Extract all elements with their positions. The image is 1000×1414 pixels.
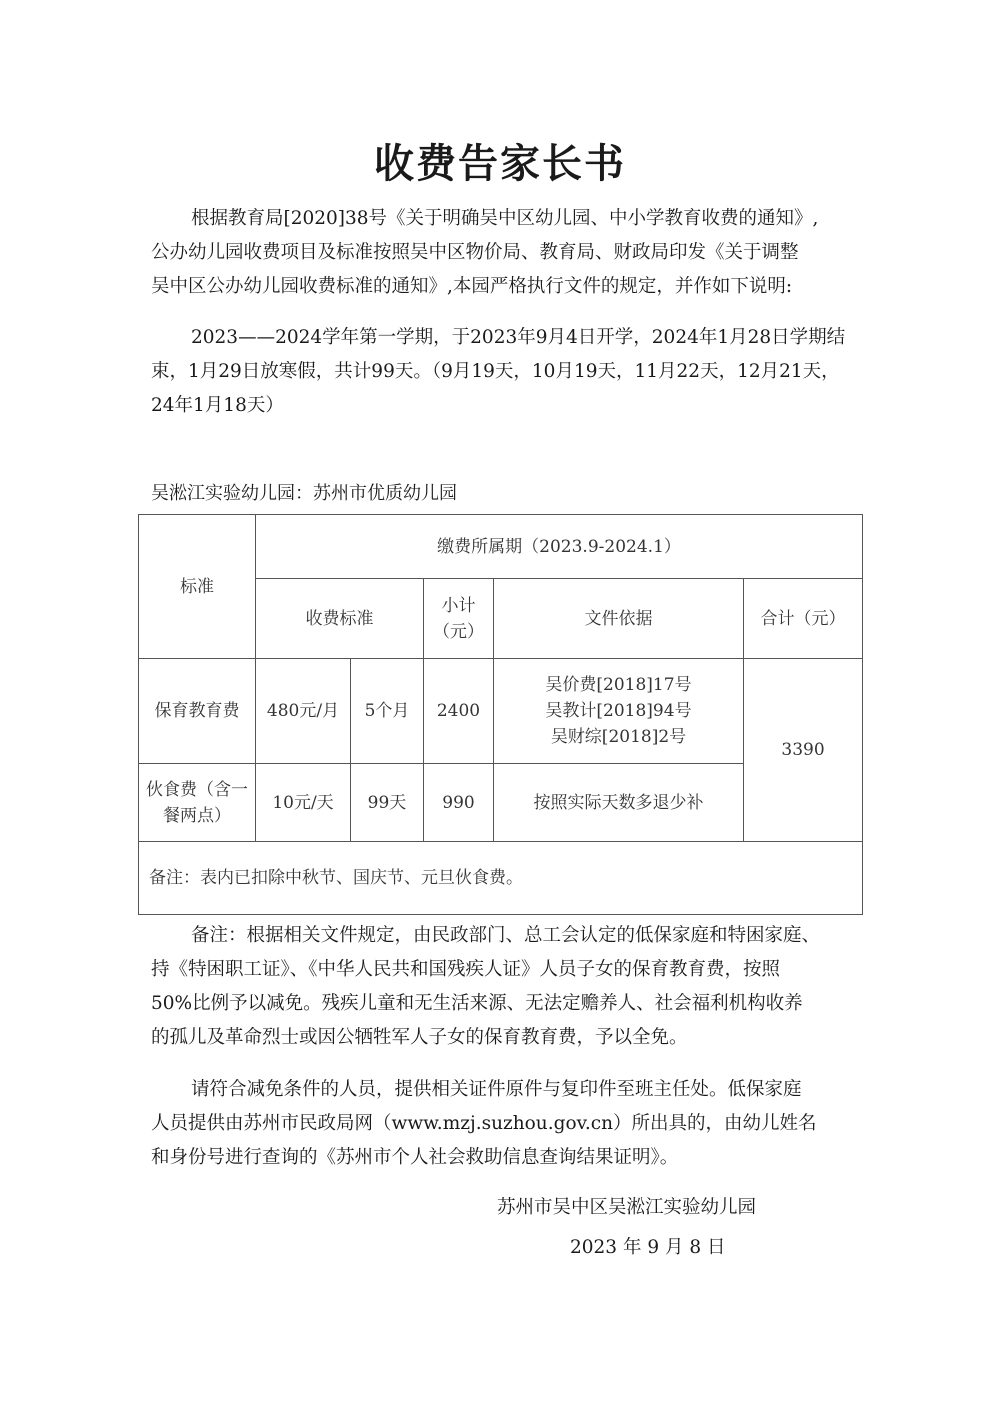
signature-date: 2023 年 9 月 8 日	[570, 1237, 726, 1258]
subtotal-value: 990	[424, 764, 494, 842]
fee-duration: 5个月	[351, 659, 424, 764]
item-name: 保育教育费	[139, 659, 256, 764]
text-line: 持《特困职工证》、《中华人民共和国残疾人证》人员子女的保育教育费，按照	[151, 959, 781, 980]
text-line: 公办幼儿园收费项目及标准按照吴中区物价局、教育局、财政局印发《关于调整	[151, 242, 799, 263]
basis-header: 文件依据	[494, 579, 744, 659]
period-header: 缴费所属期（2023.9-2024.1）	[256, 515, 863, 579]
term-paragraph	[151, 321, 851, 423]
remark-paragraph	[151, 919, 851, 1055]
intro-paragraph	[151, 202, 851, 304]
text-line: 请符合减免条件的人员，提供相关证件原件与复印件至班主任处。低保家庭	[191, 1079, 802, 1100]
basis-line: 吴教计[2018]94号	[545, 701, 692, 721]
text-line: 吴中区公办幼儿园收费标准的通知》,本园严格执行文件的规定，并作如下说明:	[151, 276, 793, 297]
table-note: 备注：表内已扣除中秋节、国庆节、元旦伙食费。	[139, 842, 863, 915]
subtotal-value: 2400	[424, 659, 494, 764]
item-name: 伙食费（含一餐两点）	[139, 764, 256, 842]
signature-org: 苏州市吴中区吴淞江实验幼儿园	[497, 1197, 757, 1218]
fee-duration: 99天	[351, 764, 424, 842]
text-line: 和身份号进行查询的《苏州市个人社会救助信息查询结果证明》。	[151, 1147, 679, 1168]
text-line: 24年1月18天）	[151, 395, 284, 416]
text-line: 人员提供由苏州市民政局网（www.mzj.suzhou.gov.cn）所出具的，由幼儿姓名	[151, 1113, 817, 1134]
school-line: 吴淞江实验幼儿园：苏州市优质幼儿园	[151, 483, 457, 504]
fee-table	[138, 514, 863, 915]
subtotal-header: 小计（元）	[424, 579, 494, 659]
fee-rate: 10元/天	[256, 764, 351, 842]
basis-line: 吴财综[2018]2号	[550, 727, 687, 747]
text-line: 根据教育局[2020]38号《关于明确吴中区幼儿园、中小学教育收费的通知》,	[191, 208, 819, 229]
corner-label: 标准	[139, 515, 256, 659]
text-line: 2023——2024学年第一学期，于2023年9月4日开学，2024年1月28日学期结	[191, 327, 846, 348]
total-header: 合计（元）	[744, 579, 863, 659]
total-value: 3390	[744, 659, 863, 842]
basis-cell	[494, 659, 744, 764]
fee-standard-header: 收费标准	[256, 579, 424, 659]
fee-rate: 480元/月	[256, 659, 351, 764]
document-title: 收费告家长书	[374, 141, 626, 187]
basis-cell: 按照实际天数多退少补	[494, 764, 744, 842]
table-row	[139, 659, 863, 764]
request-paragraph	[151, 1073, 851, 1175]
text-line: 50%比例予以减免。残疾儿童和无生活来源、无法定赡养人、社会福利机构收养	[151, 993, 803, 1014]
basis-line: 吴价费[2018]17号	[545, 675, 692, 695]
text-line: 的孤儿及革命烈士或因公牺牲军人子女的保育教育费，予以全免。	[151, 1027, 688, 1048]
text-line: 备注：根据相关文件规定，由民政部门、总工会认定的低保家庭和特困家庭、	[191, 925, 821, 946]
text-line: 束，1月29日放寒假，共计99天。（9月19天，10月19天，11月22天，12月21天，	[151, 361, 840, 382]
